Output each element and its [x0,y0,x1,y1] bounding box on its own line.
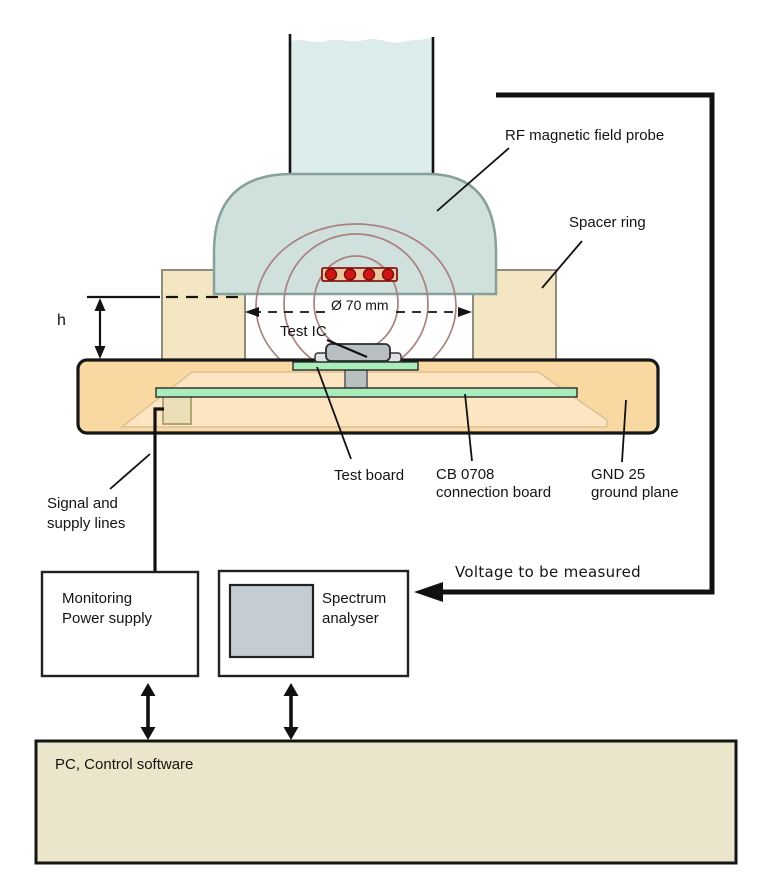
connection-board [156,388,577,397]
probe-shaft [290,37,433,176]
test-board [293,362,418,370]
test-board-label: Test board [334,467,405,484]
coil-dot-2 [345,269,356,280]
voltage-arrow-head [414,582,443,602]
diameter-label: Ø 70 mm [328,296,392,315]
ground-plane-label [591,466,679,502]
spectrum-label-line2: analyser [322,610,379,627]
diameter-arrow-left [245,307,259,317]
connection-board-label-line1: CB 0708 [436,466,495,483]
pc-link-arrow-right [284,683,299,740]
ground-plane-label-line1: GND 25 [591,466,646,483]
coil-dot-1 [326,269,337,280]
pc-link-arrow-left [141,683,156,740]
pc-link-left-head-up [141,683,156,696]
signal-lines-label-line1: Signal and [47,495,118,512]
diameter-arrow-right [458,307,472,317]
pc-link-right-head-up [284,683,299,696]
ground-plane-label-line2: ground plane [591,484,679,501]
signal-lines-label [47,494,125,534]
spectrum-analyser-label [322,589,386,629]
spectrum-analyser-screen [230,585,313,657]
signal-lines-label-line2: supply lines [47,515,126,532]
connection-board-label [436,466,551,502]
monitoring-label-line2: Power supply [62,610,153,627]
pc-label: PC, Control software [55,756,194,773]
leader-spacer-ring [542,241,582,288]
monitoring-power-supply-label [62,589,152,629]
spacer-ring-label: Spacer ring [569,214,646,231]
connection-board-label-line2: connection board [436,484,552,501]
coil-dot-4 [383,269,394,280]
pc-link-right-head-down [284,727,299,740]
leader-signal-lines [110,454,150,489]
pc-link-left-head-down [141,727,156,740]
coil-dot-3 [364,269,375,280]
rf-probe-label: RF magnetic field probe [505,127,665,144]
cable-connector-block [163,396,191,424]
voltage-label: Voltage to be measured [455,563,641,581]
board-connector [345,370,367,389]
height-label: h [57,312,66,329]
spectrum-label-line1: Spectrum [322,590,387,607]
monitoring-label-line1: Monitoring [62,590,133,607]
h-arrow-head-up [95,298,106,311]
test-ic-label: Test IC [280,323,327,340]
h-arrow-head-down [95,346,106,359]
